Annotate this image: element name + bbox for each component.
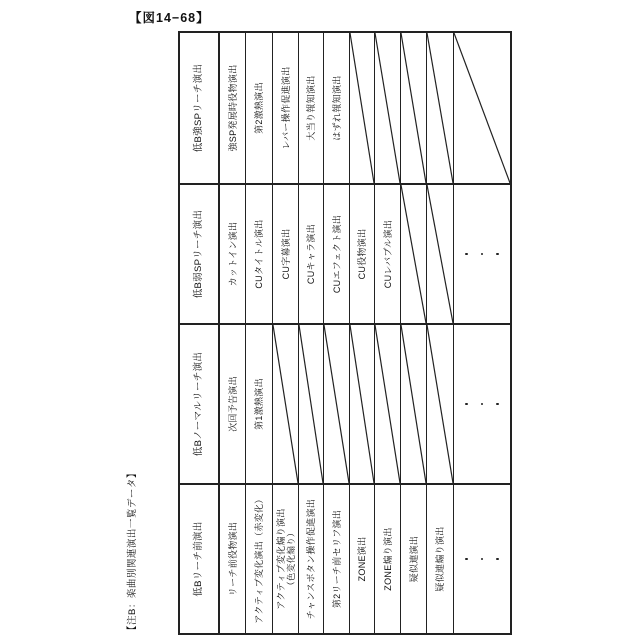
crossed-cell-c2-r7 <box>350 323 375 483</box>
cell-c1-r7: ZONE演出 <box>350 483 375 633</box>
crossed-cell-c2-r5 <box>299 323 324 483</box>
header-cell-col2: 低Bノーマルリーチ演出 <box>180 323 220 483</box>
cell-c3-r8: CUレバブル演出 <box>375 183 401 323</box>
dot <box>465 558 468 561</box>
ellipsis-cell-c1 <box>454 483 510 633</box>
cell-c3-r3: CUタイトル演出 <box>246 183 273 323</box>
dot <box>496 558 499 561</box>
cell-c2-r3: 第1激熱演出 <box>246 323 273 483</box>
dot <box>496 403 499 406</box>
dot <box>465 403 468 406</box>
crossed-cell-c3-r10 <box>427 183 454 323</box>
dot <box>481 253 484 256</box>
diagonal-line <box>401 325 426 483</box>
crossed-cell-c2-r6 <box>324 323 350 483</box>
diagonal-line <box>401 33 426 183</box>
table-caption: 【注B：楽曲別関連演出一覧データ】 <box>127 468 138 635</box>
crossed-cell-c2-r9 <box>401 323 427 483</box>
diagonal-line <box>324 325 349 483</box>
header-cell-col3: 低B弱SPリーチ演出 <box>180 183 220 323</box>
cell-c1-r5: チャンスボタン操作促進演出 <box>299 483 324 633</box>
dot <box>481 558 484 561</box>
cell-c4-r2: 強SP発展時役物演出 <box>220 33 246 183</box>
diagonal-line <box>350 33 374 183</box>
diagonal-line <box>375 33 400 183</box>
cell-c1-r8: ZONE煽り演出 <box>375 483 401 633</box>
cell-c1-r6: 第2リーチ前セリフ演出 <box>324 483 350 633</box>
diagonal-line <box>273 325 298 483</box>
header-cell-col4: 低B強SPリーチ演出 <box>180 33 220 183</box>
diagonal-line <box>427 185 453 323</box>
dot <box>496 253 499 256</box>
diagonal-line <box>401 185 426 323</box>
cell-text-line2: （色変化煽り） <box>285 528 296 590</box>
ellipsis-dots <box>465 403 499 406</box>
ellipsis-dots <box>465 558 499 561</box>
ellipsis-cell-c3 <box>454 183 510 323</box>
cell-c4-r3: 第2激熱演出 <box>246 33 273 183</box>
cell-c1-r9: 疑似連演出 <box>401 483 427 633</box>
crossed-cell-c3-r9 <box>401 183 427 323</box>
cell-text-line1: アクティブ変化煽り演出 <box>275 508 286 610</box>
production-list-table <box>178 31 512 635</box>
cell-c4-r4: レバー操作促進演出 <box>273 33 299 183</box>
header-cell-col1: 低Bリーチ前演出 <box>180 483 220 633</box>
crossed-cell-c4-r11 <box>454 33 510 183</box>
diagonal-line <box>375 325 400 483</box>
cell-c4-r5: 大当り報知演出 <box>299 33 324 183</box>
cell-c1-r4 <box>273 483 299 633</box>
readable-content <box>118 35 508 635</box>
dot <box>481 403 484 406</box>
dot <box>465 253 468 256</box>
crossed-cell-c4-r8 <box>375 33 401 183</box>
cell-c3-r6: CUエフェクト演出 <box>324 183 350 323</box>
cell-c1-r3: アクティブ変化演出（赤変化） <box>246 483 273 633</box>
ellipsis-cell-c2 <box>454 323 510 483</box>
crossed-cell-c4-r10 <box>427 33 454 183</box>
crossed-cell-c2-r4 <box>273 323 299 483</box>
ellipsis-dots <box>465 253 499 256</box>
diagonal-line <box>454 33 510 183</box>
crossed-cell-c4-r7 <box>350 33 375 183</box>
cell-c3-r4: CU字幕演出 <box>273 183 299 323</box>
crossed-cell-c4-r9 <box>401 33 427 183</box>
cell-c3-r5: CUキャラ演出 <box>299 183 324 323</box>
diagonal-line <box>350 325 374 483</box>
cell-c1-r10: 疑似連煽り演出 <box>427 483 454 633</box>
crossed-cell-c2-r10 <box>427 323 454 483</box>
rotated-table-area <box>118 35 508 635</box>
figure-label: 【図14−68】 <box>129 11 210 25</box>
cell-c3-r2: カットイン演出 <box>220 183 246 323</box>
diagonal-line <box>427 33 453 183</box>
crossed-cell-c2-r8 <box>375 323 401 483</box>
cell-c3-r7: CU役物演出 <box>350 183 375 323</box>
diagonal-line <box>299 325 323 483</box>
cell-c1-r2: リーチ前役物演出 <box>220 483 246 633</box>
diagonal-line <box>427 325 453 483</box>
cell-c4-r6: はずれ報知演出 <box>324 33 350 183</box>
cell-c2-r2: 次回予告演出 <box>220 323 246 483</box>
